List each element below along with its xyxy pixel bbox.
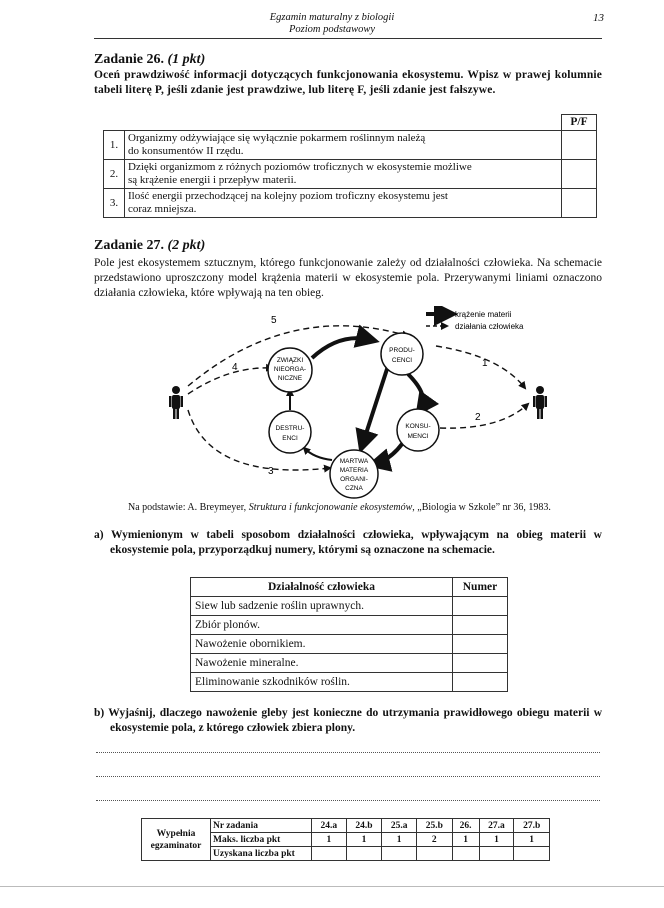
node-label: KONSU- <box>405 423 431 430</box>
arrow-number: 1 <box>482 358 488 369</box>
activity-cell: Nawożenie mineralne. <box>191 654 453 673</box>
node-label: NICZNE <box>277 375 303 382</box>
node-label: MENCI <box>407 433 429 440</box>
task-number-cell: 25.a <box>382 819 417 833</box>
examiner-label <box>142 819 211 861</box>
exam-title: Egzamin maturalny z biologii <box>269 12 395 23</box>
activity-cell: Eliminowanie szkodników roślin. <box>191 673 453 692</box>
task-number-cell: 24.a <box>312 819 347 833</box>
arrow-1 <box>436 346 525 388</box>
answer-line[interactable] <box>96 800 600 801</box>
exam-level: Poziom podstawowy <box>288 24 376 35</box>
node-label: NIEORGA- <box>273 366 307 373</box>
table-row <box>191 597 508 616</box>
answer-line[interactable] <box>96 776 600 777</box>
node-label: ENCI <box>282 435 298 442</box>
statement-line: Ilość energii przechodzącej na kolejny poziom troficzny ekosystemu jest <box>128 190 448 202</box>
part-a-instruction <box>94 528 602 558</box>
answer-line[interactable] <box>96 752 600 753</box>
source-suffix: , „Biologia w Szkole” nr 36, 1983. <box>412 502 551 513</box>
task-number-cell: 27.a <box>479 819 514 833</box>
row-number: 1. <box>104 131 125 160</box>
node-label: PRODU- <box>389 347 415 354</box>
node-label: MARTWA <box>339 458 369 465</box>
number-input-cell[interactable] <box>453 616 508 635</box>
matter-cycle-diagram <box>140 306 600 502</box>
node-martwa-materia-organiczna <box>330 450 378 498</box>
node-destruenci <box>269 411 311 453</box>
table-row <box>104 189 597 218</box>
part-b-label: b) <box>94 707 105 719</box>
page-bottom-divider <box>0 886 664 887</box>
examiner-score-table <box>141 818 550 861</box>
statement-line: są krążenie energii i przepływ materii. <box>128 174 297 186</box>
max-points-cell: 2 <box>416 833 452 847</box>
task-number-cell: 24.b <box>346 819 382 833</box>
table-row <box>104 131 597 160</box>
arrow-4 <box>188 368 272 394</box>
number-input-cell[interactable] <box>453 635 508 654</box>
obtained-points-cell[interactable] <box>312 847 347 861</box>
task27-title <box>94 238 205 254</box>
row-label: Maks. liczba pkt <box>211 833 312 847</box>
cycle-arrow <box>374 444 402 464</box>
obtained-points-cell[interactable] <box>346 847 382 861</box>
task27-intro: Pole jest ekosystemem sztucznym, którego funkcjonowanie zależy od działalności człowieka. Na schemacie przedstawiono uproszczony model krążenia materii w ekosystemie pola. Przerywanymi liniami oznaczono działania człowieka, które wpływają na ten obieg. <box>94 257 602 299</box>
table-row <box>104 160 597 189</box>
statement-line: Dzięki organizmom z różnych poziomów troficznych w ekosystemie możliwe <box>128 161 472 173</box>
max-points-cell: 1 <box>514 833 550 847</box>
answer-cell[interactable] <box>562 131 597 160</box>
obtained-points-cell[interactable] <box>479 847 514 861</box>
row-label: Uzyskana liczba pkt <box>211 847 312 861</box>
header-rule <box>94 38 602 39</box>
node-label: CZNA <box>345 485 363 492</box>
task-number-cell: 25.b <box>416 819 452 833</box>
max-points-cell: 1 <box>452 833 479 847</box>
arrow-2 <box>440 404 528 428</box>
part-b-text: Wyjaśnij, dlaczego nawożenie gleby jest konieczne do utrzymania prawidłowego obiegu materii w ekosystemie pola, z którego człowiek zbiera plony. <box>108 707 602 734</box>
cycle-arrow <box>304 448 332 460</box>
node-konsumenci <box>397 409 439 451</box>
cycle-arrow <box>362 366 388 446</box>
statement <box>125 189 562 218</box>
cycle-arrow <box>312 338 372 358</box>
task27-label: Zadanie 27. <box>94 238 165 253</box>
number-input-cell[interactable] <box>453 673 508 692</box>
statement-line: do konsumentów II rzędu. <box>128 145 244 157</box>
number-col-header: Numer <box>453 578 508 597</box>
task26-instruction: Oceń prawdziwość informacji dotyczących funkcjonowania ekosystemu. Wpisz w prawej kolumnie tabeli literę P, jeśli zdanie jest prawdziwe, lub literę F, jeśli zdanie jest fałszywe. <box>94 69 602 96</box>
table-row <box>191 635 508 654</box>
examiner-label-line: egzaminator <box>150 840 202 851</box>
examiner-label-line: Wypełnia <box>156 828 196 839</box>
max-points-cell: 1 <box>312 833 347 847</box>
task26-title <box>94 52 205 68</box>
row-number: 2. <box>104 160 125 189</box>
page-number: 13 <box>593 12 604 24</box>
statement-line: Organizmy odżywiające się wyłącznie pokarmem roślinnym należą <box>128 132 426 144</box>
table-row <box>191 673 508 692</box>
node-label: ZWIĄZKI <box>276 357 304 364</box>
pf-column-header: P/F <box>562 115 597 131</box>
human-figure-left <box>169 386 183 419</box>
obtained-points-cell[interactable] <box>382 847 417 861</box>
task-number-cell: 26. <box>452 819 479 833</box>
part-b-instruction <box>94 706 602 736</box>
row-label: Nr zadania <box>211 819 312 833</box>
arrow-number: 2 <box>475 412 481 423</box>
max-points-cell: 1 <box>382 833 417 847</box>
task26-label: Zadanie 26. <box>94 52 165 67</box>
node-zwiazki-nieorganiczne <box>268 348 312 392</box>
max-points-cell: 1 <box>479 833 514 847</box>
legend-solid-label: krążenie materii <box>455 310 512 319</box>
statement <box>125 160 562 189</box>
number-input-cell[interactable] <box>453 597 508 616</box>
node-producenci <box>381 333 423 375</box>
node-label: MATERIA <box>339 467 369 474</box>
row-number: 3. <box>104 189 125 218</box>
task26-points: (1 pkt) <box>167 52 206 67</box>
activity-cell: Zbiór plonów. <box>191 616 453 635</box>
activity-table-header <box>191 578 508 597</box>
node-label: CENCI <box>391 357 413 364</box>
arrow-number: 4 <box>232 362 238 373</box>
activity-table <box>190 577 508 692</box>
table-row <box>191 616 508 635</box>
human-figure-right <box>533 386 547 419</box>
activity-cell: Nawożenie obornikiem. <box>191 635 453 654</box>
obtained-points-cell[interactable] <box>416 847 452 861</box>
activity-cell: Siew lub sadzenie roślin uprawnych. <box>191 597 453 616</box>
statement-line: coraz mniejsza. <box>128 203 197 215</box>
part-a-text: Wymienionym w tabeli sposobom działalności człowieka, wpływającym na obieg materii w ekosystemie pola, przyporządkuj numery, którymi są oznaczone na schemacie. <box>110 529 602 556</box>
table-row <box>191 654 508 673</box>
cycle-arrow <box>408 374 423 410</box>
statement <box>125 131 562 160</box>
source-prefix: Na podstawie: A. Breymeyer, <box>128 502 249 513</box>
obtained-points-cell[interactable] <box>514 847 550 861</box>
obtained-points-cell[interactable] <box>452 847 479 861</box>
answer-cell[interactable] <box>562 189 597 218</box>
task26-table <box>103 114 597 218</box>
table-row <box>142 819 550 833</box>
part-a-label: a) <box>94 529 104 541</box>
legend-dashed-label: działania człowieka <box>455 322 524 331</box>
max-points-cell: 1 <box>346 833 382 847</box>
task26-header-row <box>104 115 597 131</box>
task-number-cell: 27.b <box>514 819 550 833</box>
task27-points: (2 pkt) <box>167 238 206 253</box>
number-input-cell[interactable] <box>453 654 508 673</box>
node-label: ORGANI- <box>340 476 368 483</box>
answer-cell[interactable] <box>562 160 597 189</box>
activity-col-header: Działalność człowieka <box>191 578 453 597</box>
source-title: Struktura i funkcjonowanie ekosystemów <box>248 502 413 513</box>
arrow-number: 5 <box>271 315 277 326</box>
diagram-source <box>128 502 551 513</box>
node-label: DESTRU- <box>275 425 305 432</box>
arrow-number: 3 <box>268 466 274 477</box>
